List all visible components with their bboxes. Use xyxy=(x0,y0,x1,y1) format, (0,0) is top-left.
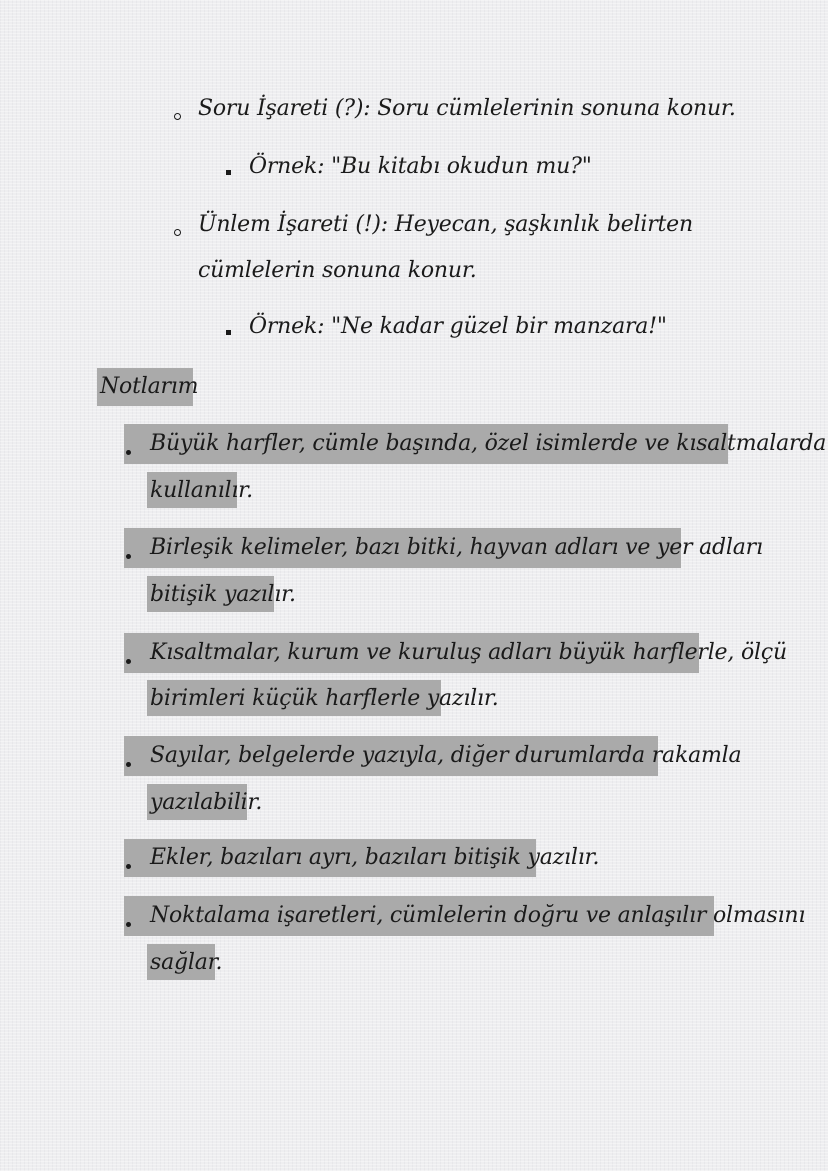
hollow-bullet-icon xyxy=(174,113,181,120)
note-item-line: Noktalama işaretleri, cümlelerin doğru ve anlaşılır olmasını xyxy=(150,903,806,928)
rule-term: Ünlem İşareti (!): xyxy=(198,212,388,237)
bullet-dot-icon xyxy=(126,554,131,559)
bullet-dot-icon xyxy=(126,659,131,664)
rule-term: Soru İşareti (?): xyxy=(198,96,371,121)
hollow-bullet-icon xyxy=(174,229,181,236)
bullet-dot-icon xyxy=(126,922,131,927)
note-item-line: birimleri küçük harflerle yazılır. xyxy=(150,686,499,711)
note-item-line: Büyük harfler, cümle başında, özel isimlerde ve kısaltmalarda xyxy=(150,431,827,456)
question-mark-example: Örnek: "Bu kitabı okudun mu?" xyxy=(249,154,592,179)
note-item-line: sağlar. xyxy=(150,950,223,975)
notes-title: Notlarım xyxy=(100,374,199,399)
note-item-line: yazılabilir. xyxy=(150,790,263,815)
note-item-line: Sayılar, belgelerde yazıyla, diğer durumlarda rakamla xyxy=(150,743,742,768)
bullet-dot-icon xyxy=(126,864,131,869)
exclamation-mark-rule-cont: cümlelerin sonuna konur. xyxy=(198,258,477,283)
note-item-line: Kısaltmalar, kurum ve kuruluş adları büyük harflerle, ölçü xyxy=(150,640,787,665)
square-bullet-icon xyxy=(226,330,231,335)
exclamation-mark-example: Örnek: "Ne kadar güzel bir manzara!" xyxy=(249,314,667,339)
square-bullet-icon xyxy=(226,170,231,175)
exclamation-mark-rule xyxy=(198,210,693,240)
rule-text: Soru cümlelerinin sonuna konur. xyxy=(377,96,736,121)
rule-text: Heyecan, şaşkınlık belirten xyxy=(394,212,693,237)
question-mark-rule xyxy=(198,94,736,124)
note-item-line: kullanılır. xyxy=(150,478,253,503)
note-item-line: Ekler, bazıları ayrı, bazıları bitişik yazılır. xyxy=(150,845,600,870)
note-item-line: bitişik yazılır. xyxy=(150,582,296,607)
bullet-dot-icon xyxy=(126,762,131,767)
note-item-line: Birleşik kelimeler, bazı bitki, hayvan adları ve yer adları xyxy=(150,535,763,560)
bullet-dot-icon xyxy=(126,450,131,455)
